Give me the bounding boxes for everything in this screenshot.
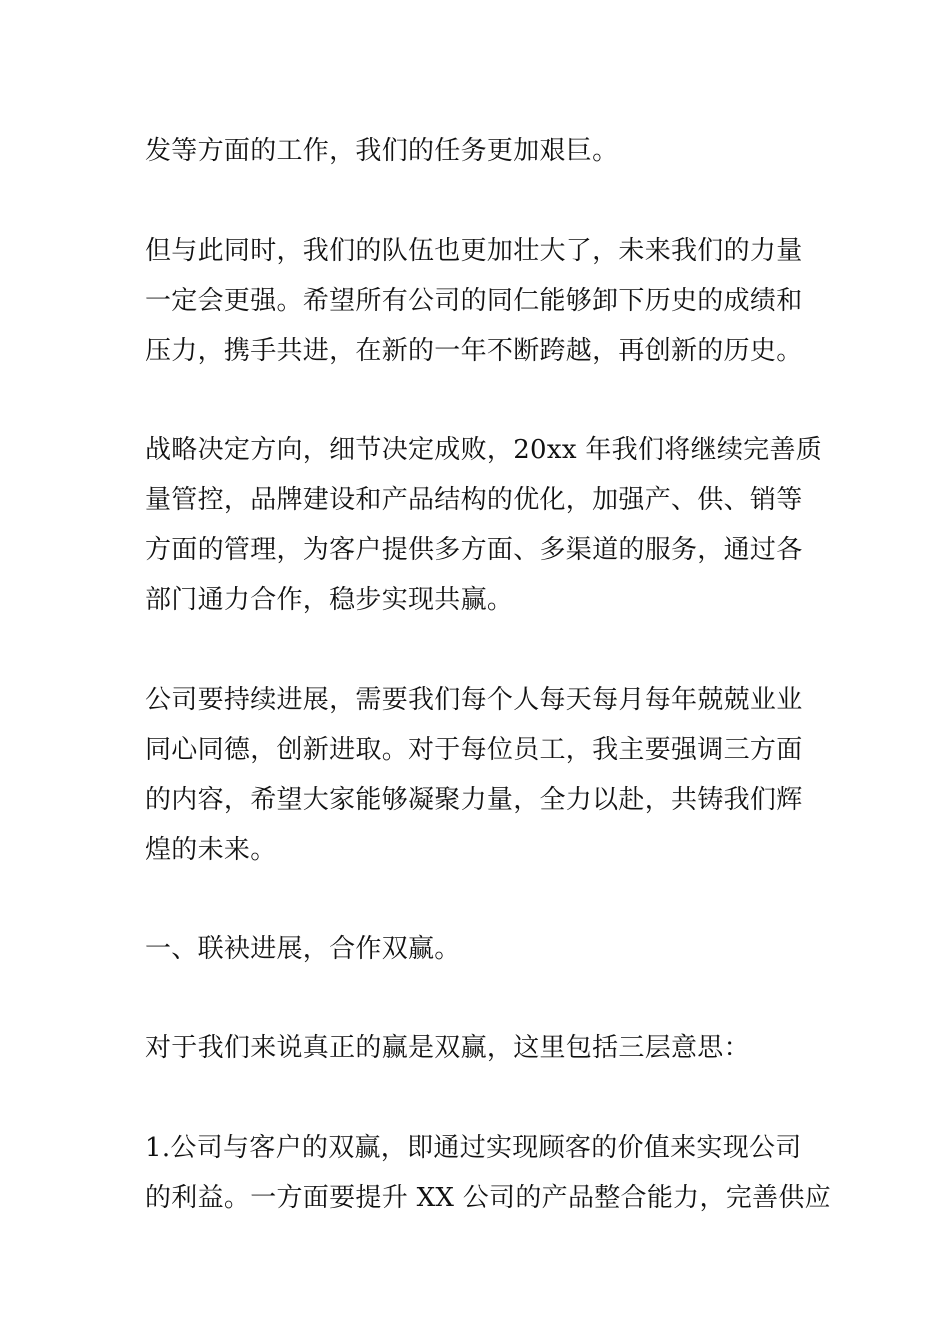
text-line-3: 一定会更强。希望所有公司的同仁能够卸下历史的成绩和 [145, 286, 803, 316]
text-line-10: 同心同德，创新进取。对于每位员工，我主要强调三方面 [145, 735, 803, 765]
text-line-11: 的内容，希望大家能够凝聚力量，全力以赴，共铸我们辉 [145, 785, 803, 815]
text-line-16: 的利益。一方面要提升 XX 公司的产品整合能力，完善供应 [145, 1183, 831, 1213]
text-line-9: 公司要持续进展，需要我们每个人每天每月每年兢兢业业 [145, 685, 803, 715]
text-line-5: 战略决定方向，细节决定成败，20xx 年我们将继续完善质 [145, 435, 823, 465]
text-line-2: 但与此同时，我们的队伍也更加壮大了，未来我们的力量 [145, 236, 803, 266]
text-line-6: 量管控，品牌建设和产品结构的优化，加强产、供、销等 [145, 485, 803, 515]
text-line-15: 1.公司与客户的双赢，即通过实现顾客的价值来实现公司 [145, 1133, 802, 1163]
text-line-4: 压力，携手共进，在新的一年不断跨越，再创新的历史。 [145, 336, 803, 366]
text-line-12: 煌的未来。 [145, 835, 277, 865]
section-heading: 一、联袂进展，合作双赢。 [145, 934, 461, 964]
text-line-7: 方面的管理，为客户提供多方面、多渠道的服务，通过各 [145, 535, 803, 565]
text-line-14: 对于我们来说真正的赢是双赢，这里包括三层意思： [145, 1033, 750, 1063]
text-line-1: 发等方面的工作，我们的任务更加艰巨。 [145, 136, 619, 166]
text-line-8: 部门通力合作，稳步实现共赢。 [145, 585, 514, 615]
